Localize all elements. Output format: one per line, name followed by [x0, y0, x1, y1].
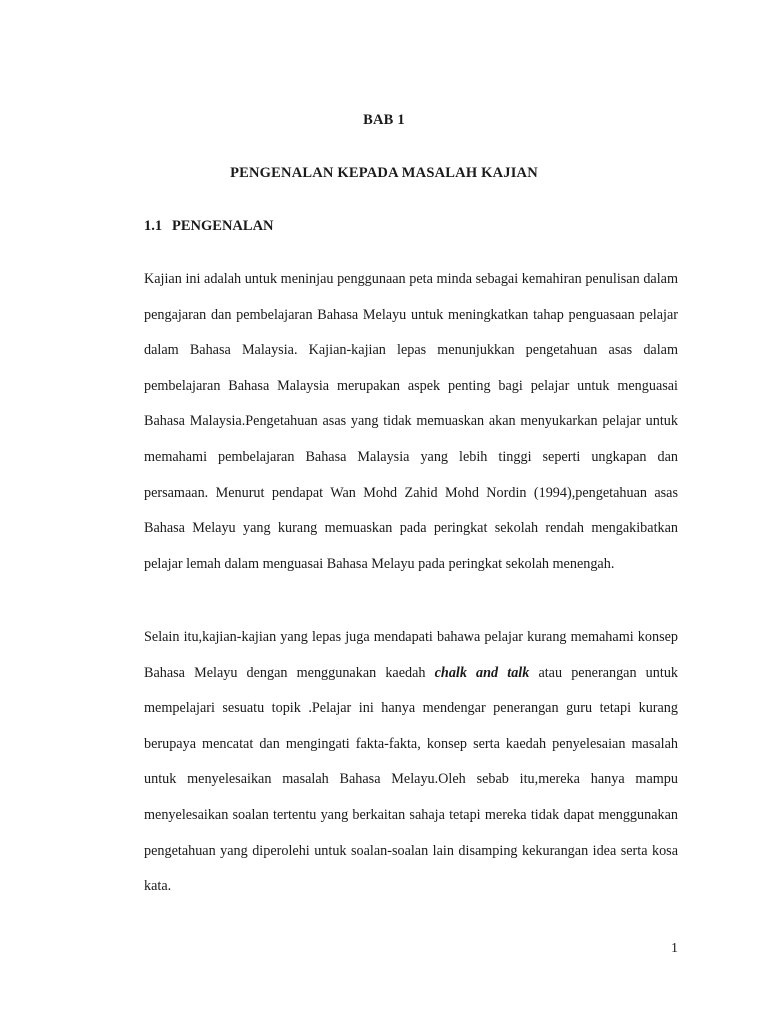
paragraph-text-part: atau penerangan untuk mempelajari sesuatu topik .Pelajar ini hanya mendengar penerangan guru tetapi kurang berupaya mencatat dan mengingati fakta-fakta, konsep serta kaedah penyelesaian masalah untuk menyelesaikan masalah Bahasa Melayu.Oleh sebab itu,mereka hanya mampu menyelesaikan soalan tertentu yang berkaitan sahaja tetapi mereka tidak dapat menggunakan pengetahuan yang diperolehi untuk soalan-soalan lain disamping kekurangan idea serta kosa kata. — [144, 664, 679, 895]
paragraph-text — [144, 620, 678, 905]
body-paragraph-2 — [144, 620, 678, 905]
emphasized-term: chalk and talk — [434, 664, 530, 681]
chapter-heading: BAB 1 — [363, 112, 405, 128]
body-paragraph-1 — [144, 262, 678, 582]
page-number: 1 — [671, 941, 678, 956]
section-title: PENGENALAN — [172, 218, 274, 234]
paragraph-text: Kajian ini adalah untuk meninjau penggunaan peta minda sebagai kemahiran penulisan dalam pengajaran dan pembelajaran Bahasa Melayu untuk meningkatkan tahap penguasaan pelajar dalam Bahasa Malaysia. Kajian-kajian lepas menunjukkan pengetahuan asas dalam pembelajaran Bahasa Malaysia merupakan aspek penting bagi pelajar untuk menguasai Bahasa Malaysia.Pengetahuan asas yang tidak memuaskan akan menyukarkan pelajar untuk memahami pembelajaran Bahasa Malaysia yang lebih tinggi seperti ungkapan dan persamaan. Menurut pendapat Wan Mohd Zahid Mohd Nordin (1994),pengetahuan asas Bahasa Melayu yang kurang memuaskan pada peringkat sekolah rendah mengakibatkan pelajar lemah dalam menguasai Bahasa Melayu pada peringkat sekolah menengah. — [144, 271, 678, 572]
paragraph-text-part: Selain itu,kajian-kajian yang lepas juga mendapati bahawa pelajar kurang memahami konsep Bahasa Melayu dengan menggunakan kaedah — [144, 629, 678, 681]
section-number: 1.1 — [144, 218, 163, 234]
chapter-title: PENGENALAN KEPADA MASALAH KAJIAN — [230, 165, 538, 181]
section-heading — [144, 218, 274, 235]
